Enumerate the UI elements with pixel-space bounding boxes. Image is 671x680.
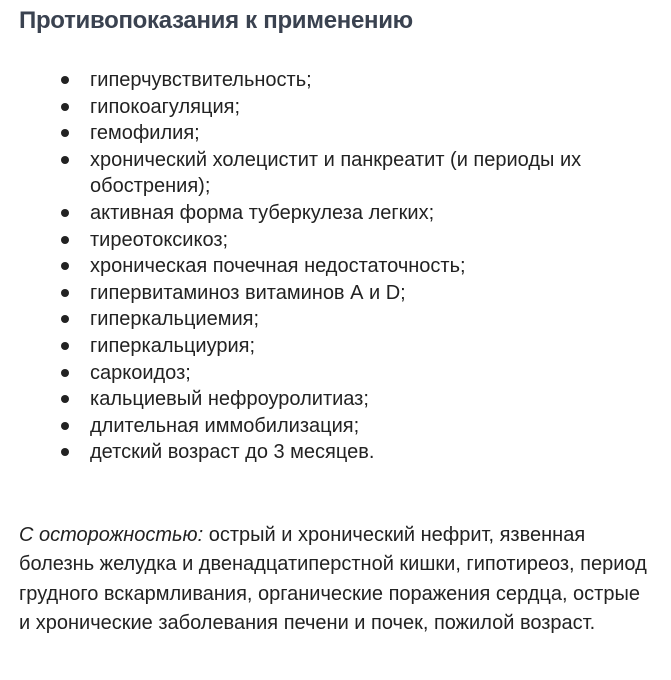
list-item [0,120,671,147]
bullet-icon [61,236,69,244]
list-item [0,360,671,387]
list-item-text: гемофилия; [90,122,200,145]
page-title: Противопоказания к применению [19,7,413,34]
list-item [0,333,671,360]
list-item [0,227,671,254]
list-item [0,280,671,307]
list-item-text: гиперкальциурия; [90,334,256,357]
list-item [0,439,671,466]
list-item-text: хроническая почечная недостаточность; [90,255,466,278]
list-item-text: гиперкальциемия; [90,308,260,331]
bullet-icon [61,395,69,403]
list-item [0,67,671,94]
bullet-icon [61,315,69,323]
list-item [0,413,671,440]
caution-text: острый и хронический нефрит, язвенная болезнь желудка и двенадцатиперстной кишки, гипотиреоз, период грудного вскармливания, органические поражения сердца, острые и хронические заболевания печени и почек, пожилой возраст. [19,524,647,634]
caution-label: С осторожностью: [19,524,204,546]
bullet-icon [61,342,69,350]
list-item [0,147,671,200]
list-item [0,200,671,227]
list-item-text: гипокоагуляция; [90,95,241,118]
list-item-text: детский возраст до 3 месяцев. [90,441,375,464]
list-item [0,386,671,413]
bullet-icon [61,369,69,377]
list-item-text: активная форма туберкулеза легких; [90,201,435,224]
list-item [0,306,671,333]
bullet-icon [61,76,69,84]
list-item-text: саркоидоз; [90,361,191,384]
bullet-icon [61,448,69,456]
list-item [0,253,671,280]
list-item [0,94,671,121]
list-item-text: гиперчувствительность; [90,69,312,91]
list-item-text: длительная иммобилизация; [90,414,360,437]
list-item-text: хронический холецистит и панкреатит (и периоды их обострения); [90,148,582,198]
bullet-icon [61,262,69,270]
bullet-icon [61,156,69,164]
bullet-icon [61,422,69,430]
bullet-icon [61,209,69,217]
bullet-icon [61,103,69,111]
bullet-icon [61,129,69,137]
bullet-icon [61,289,69,297]
list-item-text: гипервитаминоз витаминов А и D; [90,281,406,304]
contraindications-list [0,67,671,466]
list-item-text: кальциевый нефроуролитиаз; [90,388,369,411]
list-item-text: тиреотоксикоз; [90,228,229,251]
caution-paragraph [19,521,651,638]
